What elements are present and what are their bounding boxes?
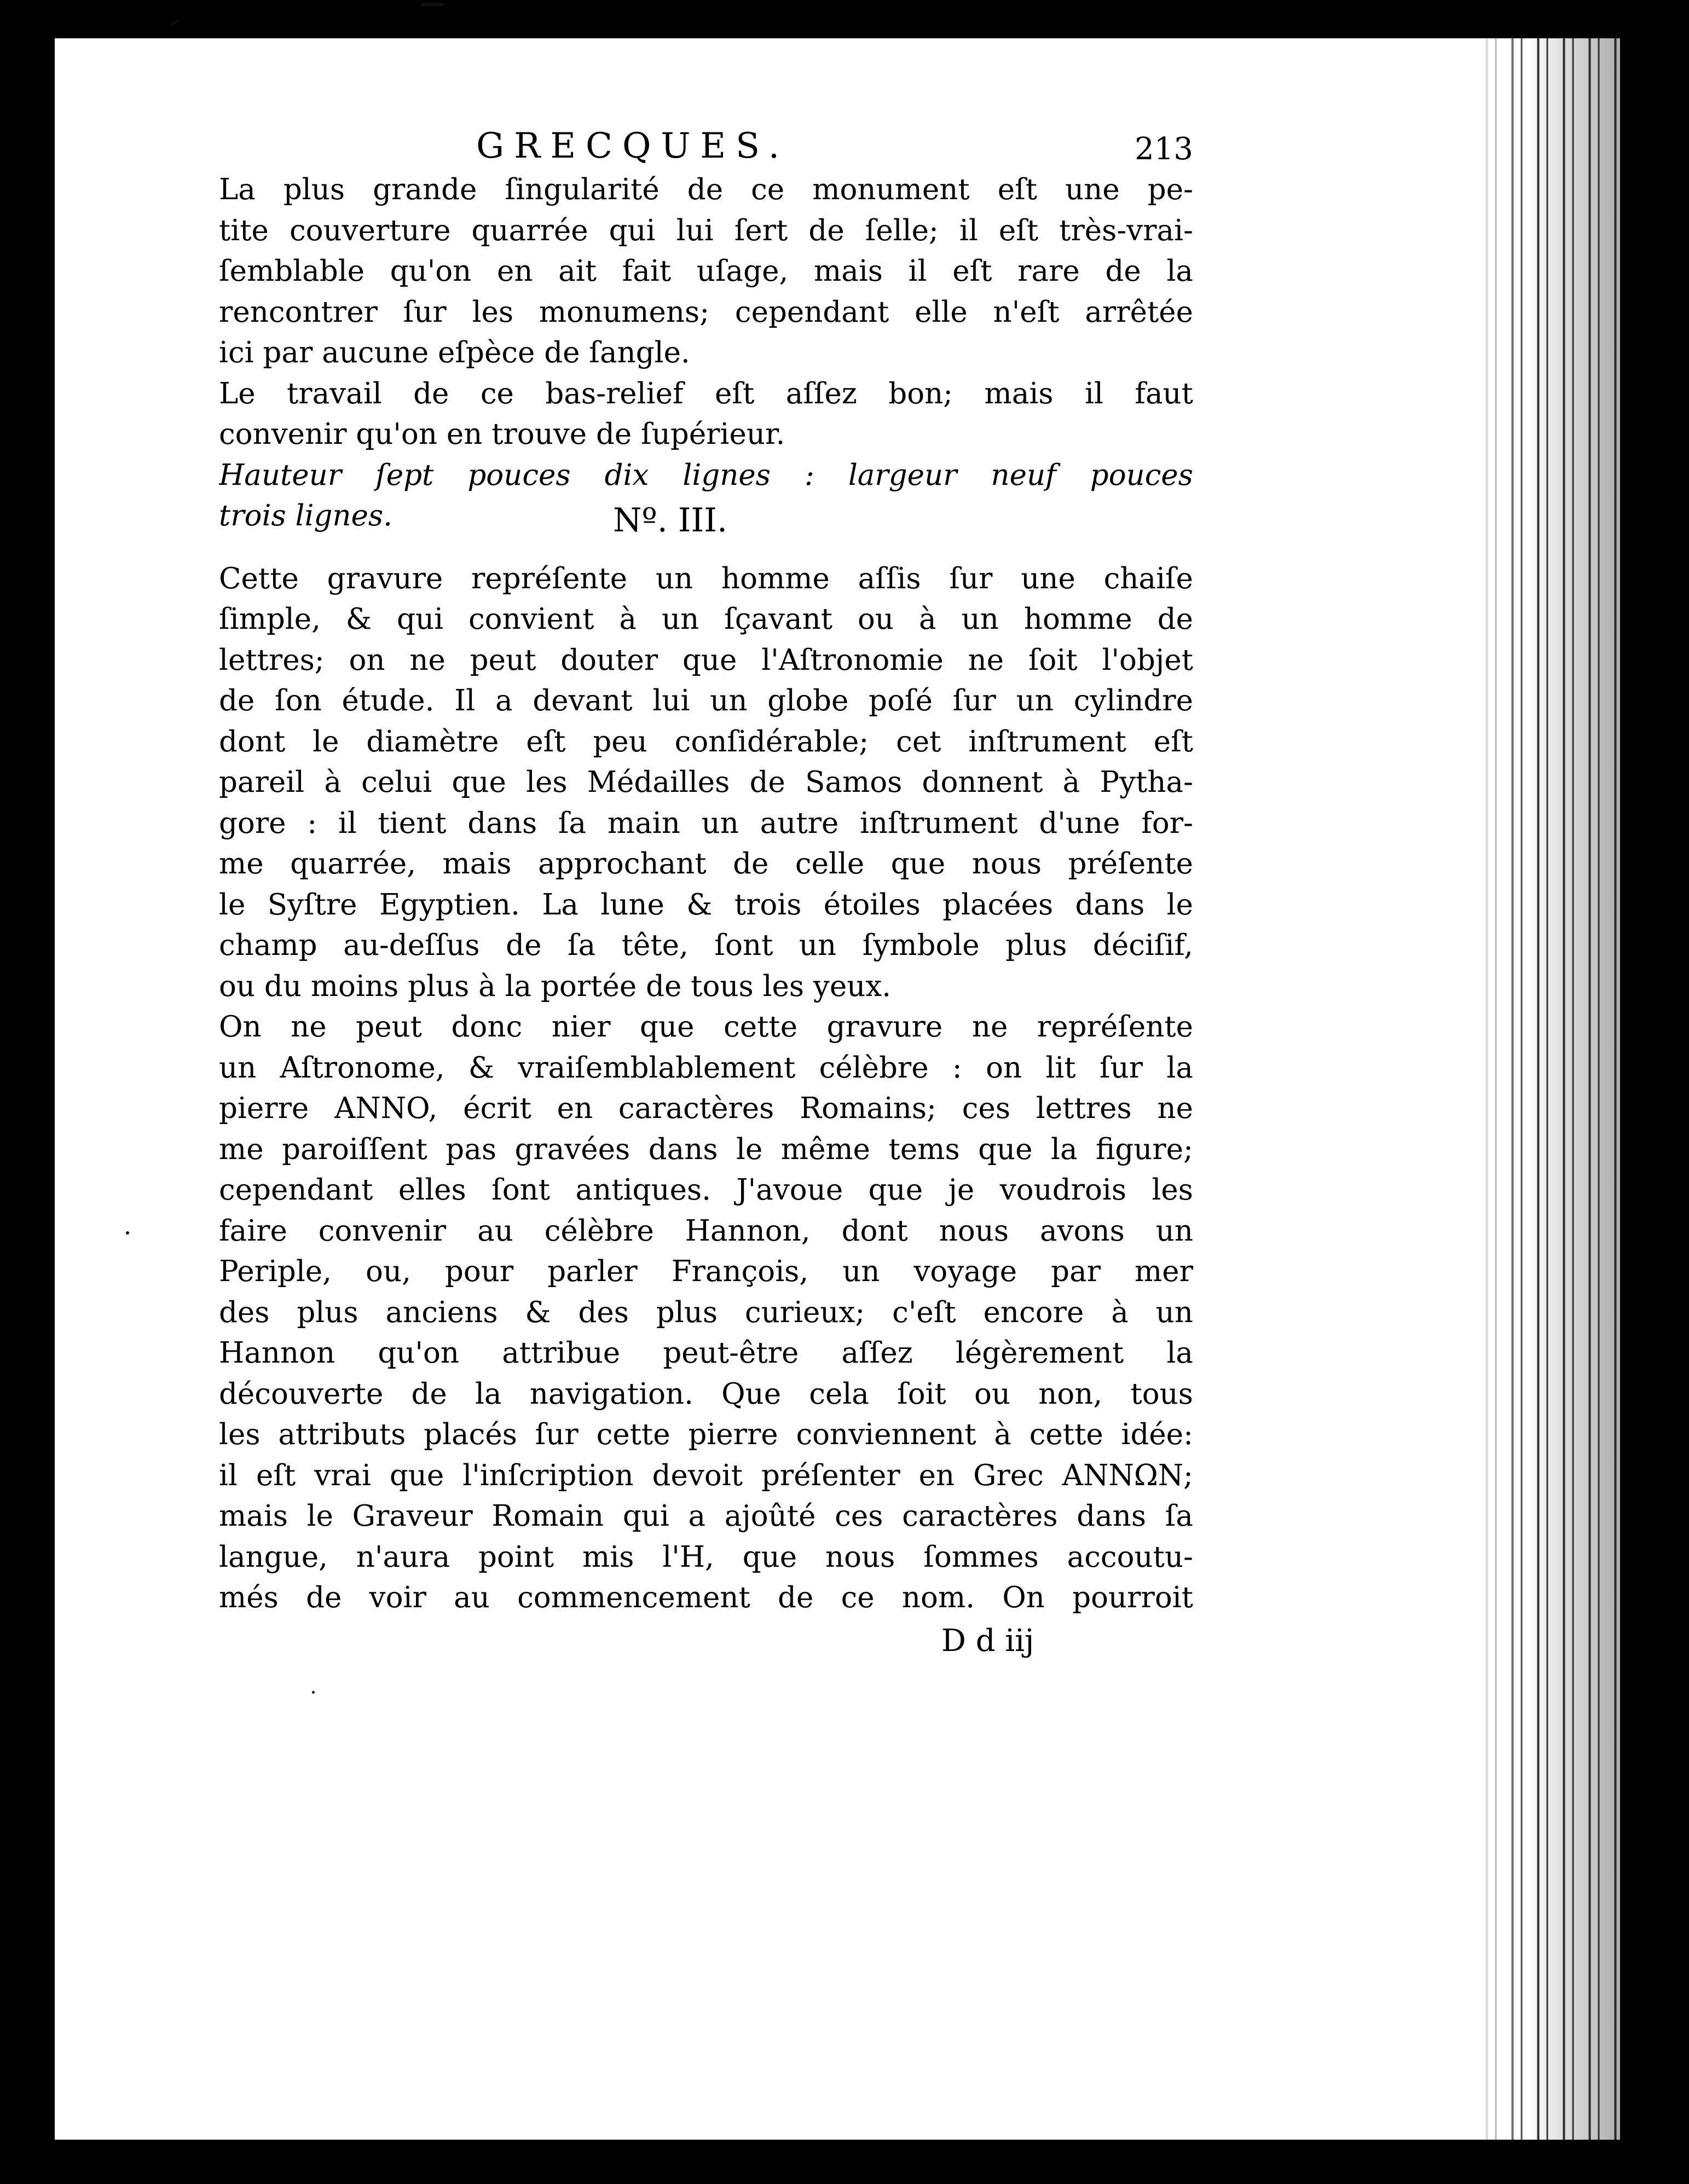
text-line: cependant elles ſont antiques. J'avoue que je voudrois les [219,1173,1193,1207]
text-line: Hannon qu'on attribue peut-être aſſez légèrement la [219,1336,1193,1370]
text-line: Cette gravure repréſente un homme aſſis ſur une chaiſe [219,561,1193,595]
dimensions-note [219,455,1193,540]
text-line: me quarrée, mais approchant de celle que nous préſente [219,847,1193,880]
text-line: ici par aucune eſpèce de ſangle. [219,336,690,369]
paragraph-1 [219,170,1193,374]
ink-speck [126,1231,129,1235]
text-line: La plus grande ſingularité de ce monument eſt une pe- [219,173,1193,206]
signature-text: D d iij [941,1623,1034,1659]
text-line: les attributs placés ſur cette pierre conviennent à cette idée: [219,1418,1193,1451]
text-line: le Syſtre Egyptien. La lune & trois étoiles placées dans le [219,888,1193,922]
paragraph-4 [219,1007,1193,1619]
page-number: 213 [1135,131,1193,167]
paragraph-3 [219,559,1193,1007]
text-line: faire convenir au célèbre Hannon, dont nous avons un [219,1214,1193,1248]
text-line: de ſon étude. Il a devant lui un globe poſé ſur un cylindre [219,684,1193,717]
text-line: convenir qu'on en trouve de ſupérieur. [219,418,785,451]
text-line: Periple, ou, pour parler François, un voyage par mer [219,1255,1193,1288]
paragraph-2 [219,374,1193,455]
text-line: rencontrer ſur les monumens; cependant elle n'eſt arrêtée [219,295,1193,329]
text-line: un Aſtronome, & vraiſemblablement célèbre : on lit ſur la [219,1051,1193,1085]
text-line: On ne peut donc nier que cette gravure ne repréſente [219,1010,1193,1044]
ink-speck [312,1691,315,1694]
text-line: des plus anciens & des plus curieux; c'eſt encore à un [219,1295,1193,1329]
text-line: pierre ANNO, écrit en caractères Romains; ces lettres ne [219,1092,1193,1125]
text-line: més de voir au commencement de ce nom. On pourroit [219,1581,1193,1614]
section-heading-row [219,496,1193,540]
signature-mark [219,1619,1193,1662]
section-heading: Nº. III. [613,501,728,540]
text-line: mais le Graveur Romain qui a ajoûté ces caractères dans ſa [219,1499,1193,1533]
text-line: gore : il tient dans ſa main un autre inſtrument d'une for- [219,806,1193,840]
text-line: langue, n'aura point mis l'H, que nous ſommes accoutu- [219,1540,1193,1574]
page-edge-shadow [1478,38,1620,2140]
running-head [219,126,1193,170]
text-line: pareil à celui que les Médailles de Samos donnent à Pytha- [219,766,1193,799]
text-line: ou du moins plus à la portée de tous les yeux. [219,969,892,1003]
dimensions-line: trois lignes. [219,499,392,532]
text-line: champ au-deſſus de ſa tête, ſont un ſymbole plus déciſif, [219,929,1193,962]
running-title: GRECQUES. [476,126,790,166]
dimensions-line: Hauteur ſept pouces dix lignes : largeur neuf pouces [219,458,1193,492]
text-line: dont le diamètre eſt peu conſidérable; cet inſtrument eſt [219,725,1193,758]
text-line: Le travail de ce bas-relief eſt aſſez bon; mais il faut [219,376,1193,410]
text-line: ſimple, & qui convient à un ſçavant ou à un homme de [219,603,1193,636]
text-line: lettres; on ne peut douter que l'Aſtronomie ne ſoit l'objet [219,643,1193,677]
text-line: me paroiſſent pas gravées dans le même tems que la figure; [219,1132,1193,1166]
text-line: ſemblable qu'on en ait fait uſage, mais il eſt rare de la [219,254,1193,288]
text-line: tite couverture quarrée qui lui ſert de ſelle; il eſt très-vrai- [219,213,1193,247]
ink-speck [170,19,179,26]
ink-speck [421,3,443,6]
text-line: il eſt vrai que l'inſcription devoit préſenter en Grec ΑΝΝΩΝ; [219,1458,1193,1492]
page-text [219,126,1193,1662]
text-line: découverte de la navigation. Que cela ſoit ou non, tous [219,1377,1193,1411]
